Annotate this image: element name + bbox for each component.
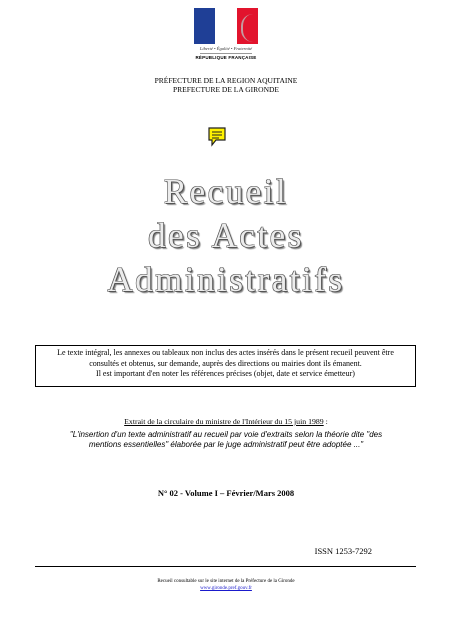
title-line-3: Administratifs (107, 260, 345, 299)
prefecture-header (0, 76, 452, 94)
extract-quote (0, 430, 452, 450)
footer (0, 578, 452, 592)
issn-number: ISSN 1253-7292 (314, 546, 372, 556)
footer-divider (35, 566, 416, 567)
info-line-2: consultés et obtenus, sur demande, auprès des directions ou mairies dont ils émanent. (89, 358, 362, 368)
note-icon (207, 126, 227, 148)
extract-heading-text: Extrait de la circulaire du ministre de l'Intérieur du 15 juin 1989 (124, 417, 324, 426)
marianne-profile (241, 14, 259, 42)
prefecture-gironde: PREFECTURE DE LA GIRONDE (172, 85, 280, 94)
tricolor-flag (194, 8, 258, 44)
title-line-2: des Actes (148, 216, 304, 255)
title-line-1: Recueil (163, 172, 289, 211)
info-box (35, 345, 416, 387)
footer-link[interactable]: www.gironde.pref.gouv.fr (200, 586, 252, 591)
footer-text: Recueil consultable sur le site internet de la Préfecture de la Gironde (157, 579, 295, 584)
quote-line-2: mentions essentielles" élaborée par le juge administratif peut être adoptée ..." (88, 440, 364, 449)
republic-motto: Liberté • Égalité • Fraternité (199, 46, 253, 51)
quote-line-1: "L'insertion d'un texte administratif au recueil par voie d'extraits selon la théorie dite "des (69, 430, 383, 439)
republic-name: RÉPUBLIQUE FRANÇAISE (195, 55, 257, 60)
info-line-3: Il est important d'en noter les références précises (objet, date et service émetteur) (96, 369, 355, 378)
info-line-1: Le texte intégral, les annexes ou tableaux non inclus des actes insérés dans le présent recueil peuvent être (57, 348, 394, 357)
extract-heading-suffix: : (323, 417, 328, 426)
extract-heading (0, 417, 452, 426)
republique-francaise-logo (194, 8, 258, 66)
document-title (0, 170, 452, 302)
prefecture-region: PRÉFECTURE DE LA REGION AQUITAINE (154, 76, 298, 85)
volume-info: N° 02 - Volume I – Février/Mars 2008 (157, 488, 295, 498)
